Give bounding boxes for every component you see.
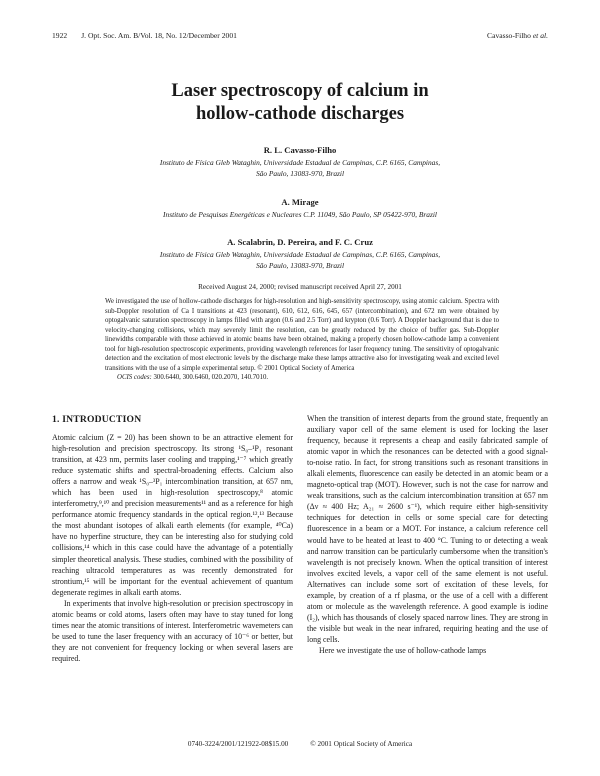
received-date: Received August 24, 2000; revised manuscript received April 27, 2001 <box>198 283 402 291</box>
running-head <box>52 30 548 42</box>
affiliation-2 <box>60 210 540 221</box>
affiliation-3-line-2: São Paulo, 13083-970, Brazil <box>255 260 345 270</box>
ocis-label: OCIS codes: <box>117 374 152 382</box>
footer-copyright: © 2001 Optical Society of America <box>310 740 413 748</box>
journal-citation: J. Opt. Soc. Am. B/Vol. 18, No. 12/December 2001 <box>81 31 237 40</box>
abstract <box>105 297 499 383</box>
paper-title-line-2: hollow-cathode discharges <box>195 104 405 124</box>
running-head-left <box>52 30 237 42</box>
right-column-paragraph-2: Here we investigate the use of hollow-cathode lamps <box>319 645 487 655</box>
author-group-2: A. Mirage <box>281 197 319 207</box>
author-group-1: R. L. Cavasso-Filho <box>263 145 337 155</box>
author-group-3: A. Scalabrin, D. Pereira, and F. C. Cruz <box>227 237 373 247</box>
section-heading-introduction: 1. INTRODUCTION <box>52 414 142 425</box>
issn-code: 0740-3224/2001/121922-08$15.00 <box>187 740 289 748</box>
affiliation-3-line-1: Instituto de Física Gleb Wataghin, Universidade Estadual de Campinas, C.P. 6165, Campinas, <box>159 250 441 259</box>
left-column <box>52 414 293 664</box>
affiliation-1-line-2: São Paulo, 13083-970, Brazil <box>255 168 345 178</box>
ocis-codes-line <box>105 373 499 383</box>
affiliation-1-line-1: Instituto de Física Gleb Wataghin, Universidade Estadual de Campinas, C.P. 6165, Campinas, <box>159 158 441 167</box>
paper-title-line-1: Laser spectroscopy of calcium in <box>171 81 429 101</box>
running-head-et-al: et al. <box>532 31 548 40</box>
right-column-paragraph-1: When the transition of interest departs from the ground state, frequently an auxiliary vapor cell of the same element is used for locking the laser frequency, because it represents a cheap and easily fabricated sample of atomic vapor in which the resonances can be detected with a good signal-to-noise ratio. In fact, for strong transitions such as resonant transitions in alkali elements, fluorescence can easily be detected in an atomic beam or a magneto-optical trap (MOT). However, such is not the case for narrow and weak transitions, such as the calcium intercombination transition at 657 nm (Δν ≈ 400 Hz; A₂₁ ≈ 2600 s⁻¹), which require either high-sensitivity techniques for detection in cells or some special care for detecting fluorescence in a beam or a MOT. For instance, a calcium reference cell would have to be heated at least to 400 °C. Tuning to or detecting a weak and narrow transition can be particularly cumbersome when the transition's wavelength is not precisely known. When the optical transition of interest involves excited levels, a vapor cell of the same element is not useful. Alternatives can include some sort of excitation of these levels, for example, by creation of a rf plasma, or the use of a cell with a different atom or molecule as the wavelength reference. A good example is iodine (I₂), which has thousands of closely spaced narrow lines. They are strong in the visible but weak in the near infrared, requiring heating and the use of long cells. <box>307 414 548 644</box>
page-footer <box>60 739 540 749</box>
left-column-paragraph-1: Atomic calcium (Z = 20) has been shown to be an attractive element for high-resolution and precision spectroscopy. Its strong ¹S₀–¹P₁ resonant transition, at 423 nm, permits laser cooling and trapping,¹⁻⁷ which greatly reduce systematic shifts and spectral-broadening effects. Calcium also offers a narrow and weak ¹S₀–³P₁ intercombination transition, at 657 nm, which has been used in high-resolution spectroscopy,⁸ atomic interferometry,⁹,¹⁰ and precision measurements¹¹ and as a reference for high performance atomic frequency standards in the optical region.¹²,¹³ Because the most abundant isotopes of alkali earth elements (for example, ⁴⁰Ca) have no hyperfine structure, they can be interesting also for studying cold collisions,¹⁴ which in this case could have the advantage of a potentially simpler theoretical analysis. These studies, combined with the possibility of reaching ultracold temperatures as was recently demonstrated for strontium,¹⁵ will be important for the eventual achievement of quantum degenerate regimes in alkali earth atoms. <box>52 433 293 597</box>
affiliation-2-line-1: Instituto de Pesquisas Energéticas e Nucleares C.P. 11049, São Paulo, SP 05422-970, Brazil <box>163 210 437 219</box>
abstract-text: We investigated the use of hollow-cathode discharges for high-resolution and high-sensitivity spectroscopy, using atomic calcium. Spectra with sub-Doppler resolution of Ca I transitions at 423 (resonant), 610, 612, 616, 645, 657 (intercombination), and 672 nm were obtained by optogalvanic saturation spectroscopy in lamps filled with argon (0.6 and 2.5 Torr) and krypton (0.6 Torr). A Doppler background that is due to velocity-changing collisions, which may severely limit the resolution, can be greatly reduced by the choice of buffer gas. Sub-Doppler linewidths comparable with those achieved in atomic beams have been obtained, making a properly chosen hollow-cathode lamp a convenient tool for high-resolution spectroscopic experiments, providing wavelength references for laser frequency tuning. The sensitivity of optogalvanic detection and the excitation of most electronic levels by the discharge make these lamps attractive also for investigating weak and excited level transitions with the use of a simple experimental setup. © 2001 Optical Society of America <box>105 298 499 372</box>
paper-title <box>60 80 540 126</box>
running-head-author <box>487 30 548 42</box>
page-number: 1922 <box>52 31 68 40</box>
affiliation-1 <box>60 158 540 180</box>
ocis-codes: 300.6440, 300.6460, 020.2070, 140.7010. <box>153 374 269 382</box>
running-head-author-name: Cavasso-Filho <box>487 31 531 40</box>
left-column-paragraph-2: In experiments that involve high-resolution or precision spectroscopy in atomic beams or cold atoms, lasers often may have to stay tuned for long times near the atomic transitions of interest. Interferometric wavemeters can be used to tune the laser frequency with an accuracy of 10⁻⁶ or better, but they are not convenient for frequency locking or when several lasers are required. <box>52 598 293 663</box>
right-column <box>307 413 548 656</box>
affiliation-3 <box>60 250 540 272</box>
